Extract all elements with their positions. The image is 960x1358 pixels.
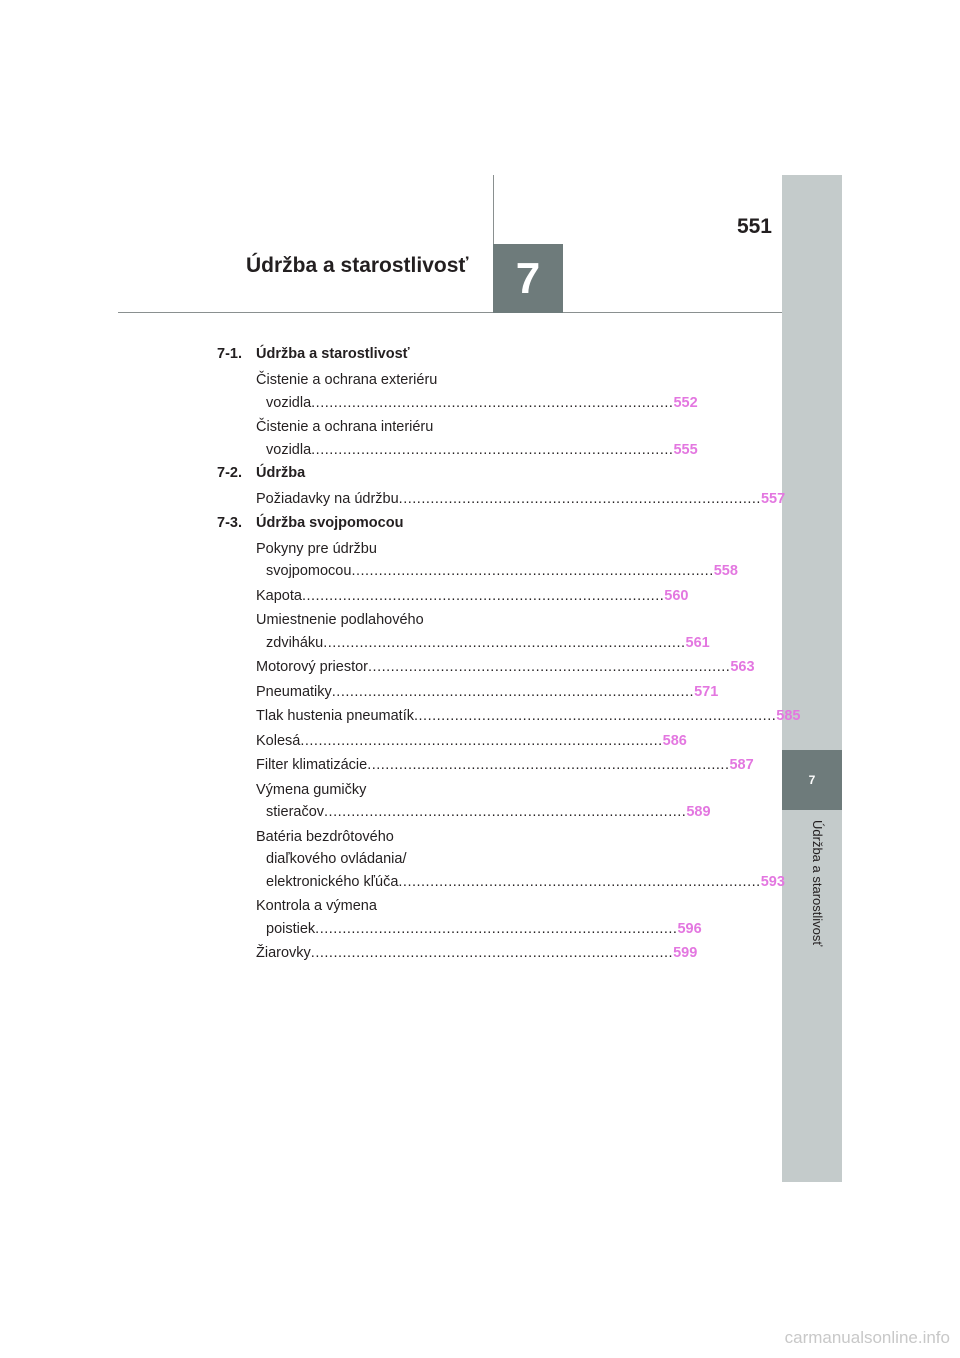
toc-entry-text: Pokyny pre údržbu	[256, 540, 377, 557]
toc-entry[interactable]	[256, 754, 754, 777]
toc-leader-dots: ................................................................................	[398, 873, 761, 890]
toc-leader-dots: ................................................................................	[351, 563, 714, 579]
toc-entry-line	[256, 730, 687, 753]
toc-entry-text: stieračov	[266, 804, 325, 820]
toc-page-link[interactable]: 557	[760, 491, 786, 507]
toc-entry-text: poistiek	[266, 920, 316, 937]
toc-entry-text: Filter klimatizácie	[256, 757, 368, 773]
toc-page-link[interactable]: 589	[686, 804, 711, 820]
toc-entry[interactable]	[256, 895, 702, 940]
toc-leader-dots: ................................................................................	[367, 757, 730, 773]
toc-entry[interactable]	[256, 826, 785, 894]
toc-entry-line	[256, 895, 467, 918]
toc-entry-line	[256, 560, 738, 583]
toc-leader-dots: ................................................................................	[301, 587, 665, 604]
toc-page-link[interactable]: 587	[729, 757, 754, 773]
toc-entry[interactable]	[256, 369, 698, 414]
toc-page-link[interactable]: 561	[685, 634, 710, 651]
toc-section-title: Údržba	[256, 465, 306, 481]
toc-entry-text: Požiadavky na údržbu	[256, 491, 399, 507]
toc-entry[interactable]	[256, 585, 689, 608]
side-index-tab[interactable]: 7	[782, 750, 842, 810]
watermark: carmanualsonline.info	[784, 1328, 950, 1347]
toc-section-heading	[217, 461, 467, 486]
toc-entry-text: Výmena gumičky	[256, 781, 367, 798]
toc-section-title: Údržba a starostlivosť	[256, 346, 410, 362]
toc-leader-dots: ................................................................................	[315, 920, 678, 937]
table-of-contents	[217, 342, 801, 965]
toc-entry-text: Kontrola a výmena	[256, 898, 377, 914]
toc-page-link[interactable]: 560	[664, 587, 689, 604]
toc-leader-dots: ................................................................................	[311, 441, 674, 458]
toc-entry-text: vozidla	[266, 394, 312, 411]
toc-entry-line	[256, 918, 702, 941]
toc-entry-line	[256, 488, 786, 511]
toc-entry-line	[256, 779, 467, 802]
chapter-title: Údržba a starostlivosť	[246, 254, 469, 277]
toc-entry-line	[256, 942, 698, 965]
toc-entry-text: Čistenie a ochrana exteriéru	[256, 372, 438, 388]
toc-entry-line	[256, 754, 754, 777]
toc-leader-dots: ................................................................................	[368, 659, 731, 675]
toc-leader-dots: ................................................................................	[324, 804, 687, 820]
toc-entry[interactable]	[256, 681, 719, 704]
toc-leader-dots: ................................................................................	[331, 683, 695, 700]
toc-entry[interactable]	[256, 416, 698, 461]
toc-entry[interactable]	[256, 779, 711, 824]
toc-entry-text: Čistenie a ochrana interiéru	[256, 419, 434, 435]
toc-page-link[interactable]: 586	[662, 732, 687, 749]
toc-leader-dots: ................................................................................	[323, 634, 686, 651]
toc-entry-line	[256, 609, 467, 632]
toc-entry[interactable]	[256, 942, 698, 965]
toc-entry-line	[256, 538, 467, 561]
toc-entry-line	[256, 369, 467, 392]
toc-leader-dots: ................................................................................	[413, 708, 777, 724]
toc-entry-text: Tlak hustenia pneumatík	[256, 708, 414, 724]
toc-entry-line	[256, 416, 467, 439]
toc-section-heading	[217, 511, 467, 536]
toc-page-link[interactable]: 596	[677, 920, 702, 937]
toc-leader-dots: ................................................................................	[311, 394, 674, 411]
toc-entry-line	[256, 632, 710, 655]
toc-section-heading	[217, 342, 467, 367]
toc-entry-text: Kapota	[256, 587, 302, 604]
toc-entry-text: vozidla	[266, 441, 312, 458]
toc-entry-line	[256, 585, 689, 608]
toc-entry[interactable]	[256, 488, 786, 511]
toc-page-link[interactable]: 599	[673, 945, 698, 961]
toc-entry-line	[256, 826, 467, 849]
toc-entry[interactable]	[256, 609, 710, 654]
header-horizontal-rule	[118, 312, 783, 313]
toc-section-number: 7-3.	[217, 514, 242, 531]
toc-page-link[interactable]: 563	[730, 659, 755, 675]
toc-entry-line	[256, 801, 711, 824]
toc-leader-dots: ................................................................................	[300, 732, 663, 749]
toc-entry-text: Batéria bezdrôtového	[256, 828, 394, 845]
toc-entry-line	[256, 656, 755, 679]
toc-entry-line	[256, 681, 719, 704]
toc-page-link[interactable]: 571	[694, 683, 719, 700]
toc-page-link[interactable]: 552	[673, 394, 698, 411]
toc-page-link[interactable]: 585	[776, 708, 801, 724]
toc-entry-text: svojpomocou	[266, 563, 352, 579]
toc-section-title: Údržba svojpomocou	[256, 514, 404, 531]
chapter-number-box: 7	[493, 244, 563, 313]
toc-section-number: 7-1.	[217, 346, 242, 362]
side-index-label: Údržba a starostlivosť	[810, 820, 825, 947]
toc-entry-line	[256, 392, 698, 415]
toc-entry-text: Žiarovky	[256, 945, 311, 961]
toc-page-link[interactable]: 558	[713, 563, 738, 579]
toc-entry-text: Motorový priestor	[256, 659, 369, 675]
toc-entry-line	[256, 439, 698, 462]
toc-entry-line	[256, 871, 785, 894]
toc-entry[interactable]	[256, 705, 801, 728]
toc-page-link[interactable]: 555	[673, 441, 698, 458]
side-index-strip	[782, 175, 842, 1182]
toc-entry-text: elektronického kľúča	[266, 873, 399, 890]
toc-page-link[interactable]: 593	[760, 873, 785, 890]
toc-entry-text: zdviháku	[266, 634, 324, 651]
toc-entry-text: Kolesá	[256, 732, 301, 749]
toc-entry-text: diaľkového ovládania/	[266, 851, 407, 867]
toc-section-number: 7-2.	[217, 465, 242, 481]
toc-entry-text: Pneumatiky	[256, 683, 332, 700]
toc-entry-line	[256, 705, 801, 728]
toc-entry-line	[256, 848, 467, 871]
header-vertical-rule	[493, 175, 494, 245]
toc-entry[interactable]	[256, 538, 738, 583]
toc-entry[interactable]	[256, 656, 755, 679]
toc-entry-text: Umiestnenie podlahového	[256, 612, 424, 628]
page-number: 551	[736, 215, 772, 238]
toc-leader-dots: ................................................................................	[398, 491, 761, 507]
toc-entry[interactable]	[256, 730, 687, 753]
toc-leader-dots: ................................................................................	[310, 945, 674, 961]
